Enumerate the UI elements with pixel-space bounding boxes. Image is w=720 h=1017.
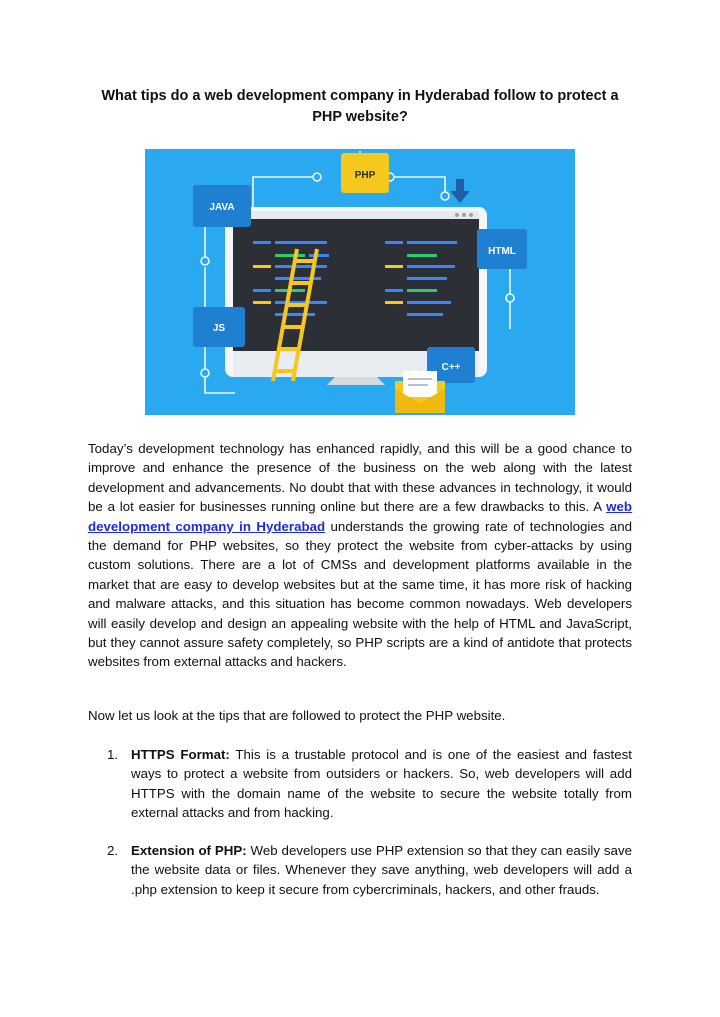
lead-in-paragraph: Now let us look at the tips that are followed to protect the PHP website. xyxy=(88,708,506,723)
hyderabad-company-link[interactable]: web development company in Hyderabad xyxy=(88,499,632,534)
intro-paragraph xyxy=(88,439,632,672)
tip-body xyxy=(131,841,632,899)
tip-text: This is a trustable protocol and is one of the easiest and fastest ways to protect a website from outsiders or hackers. So, web developers will add HTTPS with the domain name of the website to secure the website totally from external attacks and from hacking. xyxy=(131,747,632,821)
java-tile xyxy=(193,185,251,227)
js-label: JS xyxy=(212,323,226,334)
tip-heading: HTTPS Format: xyxy=(131,747,230,762)
intro-text-after-link: understands the growing rate of technologies and the demand for PHP websites, so they protect the website from cyber-attacks by using custom solutions. There are a lot of CMSs and development platforms available in the market that are easy to develop websites but at the same time, it has more risk of hacking and malware attacks, and this situation has become common nowadays. Web developers will easily develop and design an appealing website with the help of HTML and JavaScript, but they cannot assure safety completely, so PHP scripts are a kind of antidote that protects websites from external attacks and hackers. xyxy=(88,518,632,670)
js-tile xyxy=(193,307,245,347)
tip-text: Web developers use PHP extension so that they can easily save the website data or files. Whenever they save anything, web developers will add a .php extension to keep it secure from cybercriminals, hackers, and other frauds. xyxy=(131,843,632,897)
tip-list-item-1 xyxy=(88,745,632,823)
php-label: PHP xyxy=(354,170,376,181)
html-label: HTML xyxy=(488,246,516,257)
html-tile xyxy=(477,229,527,269)
tip-body xyxy=(131,745,632,823)
php-tile xyxy=(341,153,389,193)
intro-text-before-link: Today’s development technology has enhanced rapidly, and this will be a good chance to improve and enhance the presence of the business on the web along with the latest development and advancements. No doubt that with these advances in technology, it would be a lot easier for businesses running online but there are a few drawbacks to this. A xyxy=(88,441,632,515)
tip-heading: Extension of PHP: xyxy=(131,843,247,858)
hero-illustration xyxy=(145,149,575,415)
tip-number: 2. xyxy=(107,843,119,858)
cpp-label: C++ xyxy=(441,362,461,373)
java-label: JAVA xyxy=(209,202,235,213)
tip-number: 1. xyxy=(107,747,119,762)
tip-list-item-2 xyxy=(88,841,632,899)
page-title: What tips do a web development company in Hyderabad follow to protect a PHP website? xyxy=(101,88,619,125)
